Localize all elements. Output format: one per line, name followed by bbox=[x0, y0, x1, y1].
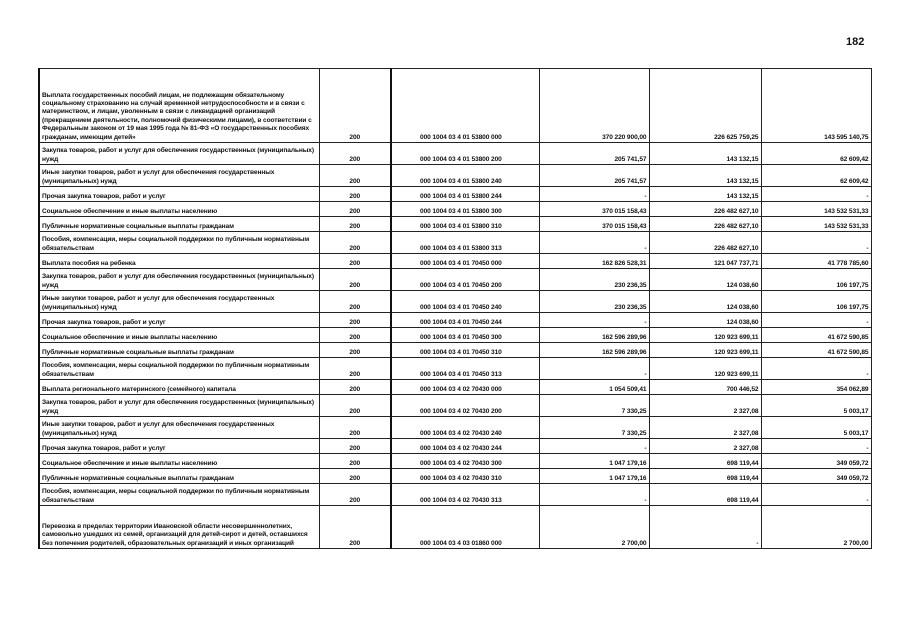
row-description: Перевозка в пределах территории Ивановской области несовершеннолетних, самовольно ушедших из семей, организаций для детей-сирот и детей, оставшихся без попечения родителей, образовательных организаций и иных организаций bbox=[39, 506, 319, 549]
table-row bbox=[39, 439, 871, 454]
row-value-approved: 205 741,57 bbox=[539, 143, 649, 165]
row-value-executed: 226 482 627,10 bbox=[649, 217, 761, 232]
row-admin-code: 200 bbox=[319, 358, 391, 380]
row-value-remaining: 106 197,75 bbox=[761, 291, 871, 313]
row-value-executed: 120 923 699,11 bbox=[649, 328, 761, 343]
row-admin-code: 200 bbox=[319, 343, 391, 358]
row-budget-code: 000 1004 03 4 02 70430 000 bbox=[391, 380, 539, 395]
row-value-approved: - bbox=[539, 313, 649, 328]
row-admin-code: 200 bbox=[319, 417, 391, 439]
row-admin-code: 200 bbox=[319, 69, 391, 143]
row-value-approved: 162 596 289,96 bbox=[539, 328, 649, 343]
row-value-remaining: 62 609,42 bbox=[761, 143, 871, 165]
table-row bbox=[39, 417, 871, 439]
row-description: Публичные нормативные социальные выплаты гражданам bbox=[39, 217, 319, 232]
row-value-remaining: 106 197,75 bbox=[761, 269, 871, 291]
row-value-executed: 2 327,08 bbox=[649, 417, 761, 439]
row-description: Выплата регионального материнского (семейного) капитала bbox=[39, 380, 319, 395]
row-value-approved: 1 047 179,16 bbox=[539, 454, 649, 469]
row-value-approved: - bbox=[539, 187, 649, 202]
row-admin-code: 200 bbox=[319, 291, 391, 313]
row-value-executed: 124 038,60 bbox=[649, 269, 761, 291]
row-value-remaining: - bbox=[761, 187, 871, 202]
table-row bbox=[39, 395, 871, 417]
row-description: Иные закупки товаров, работ и услуг для обеспечения государственных (муниципальных) нужд bbox=[39, 291, 319, 313]
row-value-remaining: 143 532 531,33 bbox=[761, 202, 871, 217]
row-value-approved: 162 826 528,31 bbox=[539, 254, 649, 269]
table-row bbox=[39, 254, 871, 269]
row-description: Закупка товаров, работ и услуг для обеспечения государственных (муниципальных) нужд bbox=[39, 269, 319, 291]
row-value-remaining: 349 059,72 bbox=[761, 454, 871, 469]
row-value-remaining: 5 003,17 bbox=[761, 417, 871, 439]
row-value-remaining: 5 003,17 bbox=[761, 395, 871, 417]
row-value-approved: - bbox=[539, 358, 649, 380]
row-value-approved: 370 015 158,43 bbox=[539, 217, 649, 232]
row-description: Публичные нормативные социальные выплаты гражданам bbox=[39, 343, 319, 358]
row-value-approved: 370 015 158,43 bbox=[539, 202, 649, 217]
table-row bbox=[39, 187, 871, 202]
row-description: Социальное обеспечение и иные выплаты населению bbox=[39, 454, 319, 469]
row-value-executed: 698 119,44 bbox=[649, 454, 761, 469]
row-value-remaining: - bbox=[761, 358, 871, 380]
row-description: Прочая закупка товаров, работ и услуг bbox=[39, 439, 319, 454]
row-budget-code: 000 1004 03 4 01 53800 200 bbox=[391, 143, 539, 165]
row-value-approved: 370 220 900,00 bbox=[539, 69, 649, 143]
row-value-remaining: 41 672 590,85 bbox=[761, 328, 871, 343]
row-value-executed: 143 132,15 bbox=[649, 143, 761, 165]
row-value-executed: 698 119,44 bbox=[649, 469, 761, 484]
row-budget-code: 000 1004 03 4 02 70430 244 bbox=[391, 439, 539, 454]
table-row bbox=[39, 454, 871, 469]
row-admin-code: 200 bbox=[319, 469, 391, 484]
row-budget-code: 000 1004 03 4 01 53800 313 bbox=[391, 232, 539, 254]
row-value-remaining: 143 595 140,75 bbox=[761, 69, 871, 143]
row-value-executed: 120 923 699,11 bbox=[649, 358, 761, 380]
row-description: Иные закупки товаров, работ и услуг для обеспечения государственных (муниципальных) нужд bbox=[39, 165, 319, 187]
row-value-remaining: 143 532 531,33 bbox=[761, 217, 871, 232]
row-value-approved: 230 236,35 bbox=[539, 269, 649, 291]
table-row bbox=[39, 232, 871, 254]
row-value-executed: 2 327,08 bbox=[649, 395, 761, 417]
table-row bbox=[39, 143, 871, 165]
row-value-approved: 7 330,25 bbox=[539, 417, 649, 439]
row-description: Социальное обеспечение и иные выплаты населению bbox=[39, 328, 319, 343]
row-admin-code: 200 bbox=[319, 269, 391, 291]
table-row bbox=[39, 217, 871, 232]
row-budget-code: 000 1004 03 4 02 70430 313 bbox=[391, 484, 539, 506]
table-row bbox=[39, 358, 871, 380]
row-description: Публичные нормативные социальные выплаты гражданам bbox=[39, 469, 319, 484]
row-admin-code: 200 bbox=[319, 328, 391, 343]
row-description: Иные закупки товаров, работ и услуг для обеспечения государственных (муниципальных) нужд bbox=[39, 417, 319, 439]
row-value-remaining: 2 700,00 bbox=[761, 506, 871, 549]
row-admin-code: 200 bbox=[319, 484, 391, 506]
table-row bbox=[39, 269, 871, 291]
row-description: Пособия, компенсации, меры социальной поддержки по публичным нормативным обязательствам bbox=[39, 358, 319, 380]
row-value-approved: - bbox=[539, 484, 649, 506]
row-admin-code: 200 bbox=[319, 439, 391, 454]
table-row bbox=[39, 469, 871, 484]
row-value-approved: - bbox=[539, 439, 649, 454]
row-value-executed: 700 446,52 bbox=[649, 380, 761, 395]
row-value-remaining: 354 062,89 bbox=[761, 380, 871, 395]
row-value-remaining: - bbox=[761, 439, 871, 454]
row-budget-code: 000 1004 03 4 02 70430 240 bbox=[391, 417, 539, 439]
table-row bbox=[39, 380, 871, 395]
table-row bbox=[39, 202, 871, 217]
row-admin-code: 200 bbox=[319, 143, 391, 165]
row-budget-code: 000 1004 03 4 03 01860 000 bbox=[391, 506, 539, 549]
row-description: Пособия, компенсации, меры социальной поддержки по публичным нормативным обязательствам bbox=[39, 484, 319, 506]
row-budget-code: 000 1004 03 4 01 70450 240 bbox=[391, 291, 539, 313]
row-admin-code: 200 bbox=[319, 165, 391, 187]
table-row bbox=[39, 328, 871, 343]
row-budget-code: 000 1004 03 4 01 70450 200 bbox=[391, 269, 539, 291]
row-value-remaining: - bbox=[761, 484, 871, 506]
row-value-executed: 698 119,44 bbox=[649, 484, 761, 506]
table-row bbox=[39, 506, 871, 549]
row-budget-code: 000 1004 03 4 01 53800 000 bbox=[391, 69, 539, 143]
row-admin-code: 200 bbox=[319, 380, 391, 395]
row-value-remaining: - bbox=[761, 313, 871, 328]
table-row bbox=[39, 165, 871, 187]
row-description: Закупка товаров, работ и услуг для обеспечения государственных (муниципальных) нужд bbox=[39, 395, 319, 417]
row-value-remaining: 41 672 590,85 bbox=[761, 343, 871, 358]
row-value-approved: 205 741,57 bbox=[539, 165, 649, 187]
row-value-executed: 124 038,60 bbox=[649, 291, 761, 313]
row-value-approved: 230 236,35 bbox=[539, 291, 649, 313]
row-admin-code: 200 bbox=[319, 187, 391, 202]
row-value-executed: 121 047 737,71 bbox=[649, 254, 761, 269]
row-admin-code: 200 bbox=[319, 254, 391, 269]
row-value-executed: 124 038,60 bbox=[649, 313, 761, 328]
row-admin-code: 200 bbox=[319, 454, 391, 469]
table-body bbox=[39, 69, 871, 549]
row-value-executed: 143 132,15 bbox=[649, 187, 761, 202]
row-budget-code: 000 1004 03 4 02 70430 200 bbox=[391, 395, 539, 417]
table-row bbox=[39, 69, 871, 143]
table-row bbox=[39, 291, 871, 313]
budget-table bbox=[38, 68, 872, 549]
row-budget-code: 000 1004 03 4 01 70450 310 bbox=[391, 343, 539, 358]
row-value-executed: 143 132,15 bbox=[649, 165, 761, 187]
row-value-executed: 2 327,08 bbox=[649, 439, 761, 454]
row-admin-code: 200 bbox=[319, 232, 391, 254]
row-budget-code: 000 1004 03 4 01 70450 000 bbox=[391, 254, 539, 269]
row-value-approved: 2 700,00 bbox=[539, 506, 649, 549]
row-value-remaining: 62 609,42 bbox=[761, 165, 871, 187]
row-value-executed: 226 482 627,10 bbox=[649, 232, 761, 254]
row-budget-code: 000 1004 03 4 01 53800 300 bbox=[391, 202, 539, 217]
row-description: Прочая закупка товаров, работ и услуг bbox=[39, 313, 319, 328]
row-value-approved: - bbox=[539, 232, 649, 254]
table-row bbox=[39, 343, 871, 358]
row-value-remaining: 349 059,72 bbox=[761, 469, 871, 484]
row-description: Выплата пособия на ребенка bbox=[39, 254, 319, 269]
row-budget-code: 000 1004 03 4 01 53800 240 bbox=[391, 165, 539, 187]
row-admin-code: 200 bbox=[319, 202, 391, 217]
row-admin-code: 200 bbox=[319, 395, 391, 417]
row-budget-code: 000 1004 03 4 01 70450 244 bbox=[391, 313, 539, 328]
row-budget-code: 000 1004 03 4 01 70450 300 bbox=[391, 328, 539, 343]
row-admin-code: 200 bbox=[319, 313, 391, 328]
row-budget-code: 000 1004 03 4 01 53800 310 bbox=[391, 217, 539, 232]
row-value-executed: - bbox=[649, 506, 761, 549]
row-value-executed: 120 923 699,11 bbox=[649, 343, 761, 358]
row-description: Выплата государственных пособий лицам, не подлежащим обязательному социальному страхованию на случай временной нетрудоспособности и в связи с материнством, и лицам, уволенным в связи с ликвидацией организаций (прекращением деятельности, полномочий физическими лицами), в соответствии с Федеральным законом от 19 мая 1995 года № 81-ФЗ «О государственных пособиях гражданам, имеющим детей» bbox=[39, 69, 319, 143]
table-row bbox=[39, 484, 871, 506]
row-admin-code: 200 bbox=[319, 217, 391, 232]
row-description: Пособия, компенсации, меры социальной поддержки по публичным нормативным обязательствам bbox=[39, 232, 319, 254]
row-value-remaining: 41 778 785,60 bbox=[761, 254, 871, 269]
row-budget-code: 000 1004 03 4 01 53800 244 bbox=[391, 187, 539, 202]
row-value-executed: 226 482 627,10 bbox=[649, 202, 761, 217]
row-budget-code: 000 1004 03 4 01 70450 313 bbox=[391, 358, 539, 380]
row-value-remaining: - bbox=[761, 232, 871, 254]
row-value-approved: 1 047 179,16 bbox=[539, 469, 649, 484]
row-value-executed: 226 625 759,25 bbox=[649, 69, 761, 143]
row-description: Прочая закупка товаров, работ и услуг bbox=[39, 187, 319, 202]
row-value-approved: 1 054 509,41 bbox=[539, 380, 649, 395]
row-budget-code: 000 1004 03 4 02 70430 300 bbox=[391, 454, 539, 469]
row-description: Социальное обеспечение и иные выплаты населению bbox=[39, 202, 319, 217]
page-number: 182 bbox=[846, 36, 865, 48]
row-budget-code: 000 1004 03 4 02 70430 310 bbox=[391, 469, 539, 484]
row-value-approved: 162 596 289,96 bbox=[539, 343, 649, 358]
row-description: Закупка товаров, работ и услуг для обеспечения государственных (муниципальных) нужд bbox=[39, 143, 319, 165]
table-row bbox=[39, 313, 871, 328]
row-admin-code: 200 bbox=[319, 506, 391, 549]
row-value-approved: 7 330,25 bbox=[539, 395, 649, 417]
